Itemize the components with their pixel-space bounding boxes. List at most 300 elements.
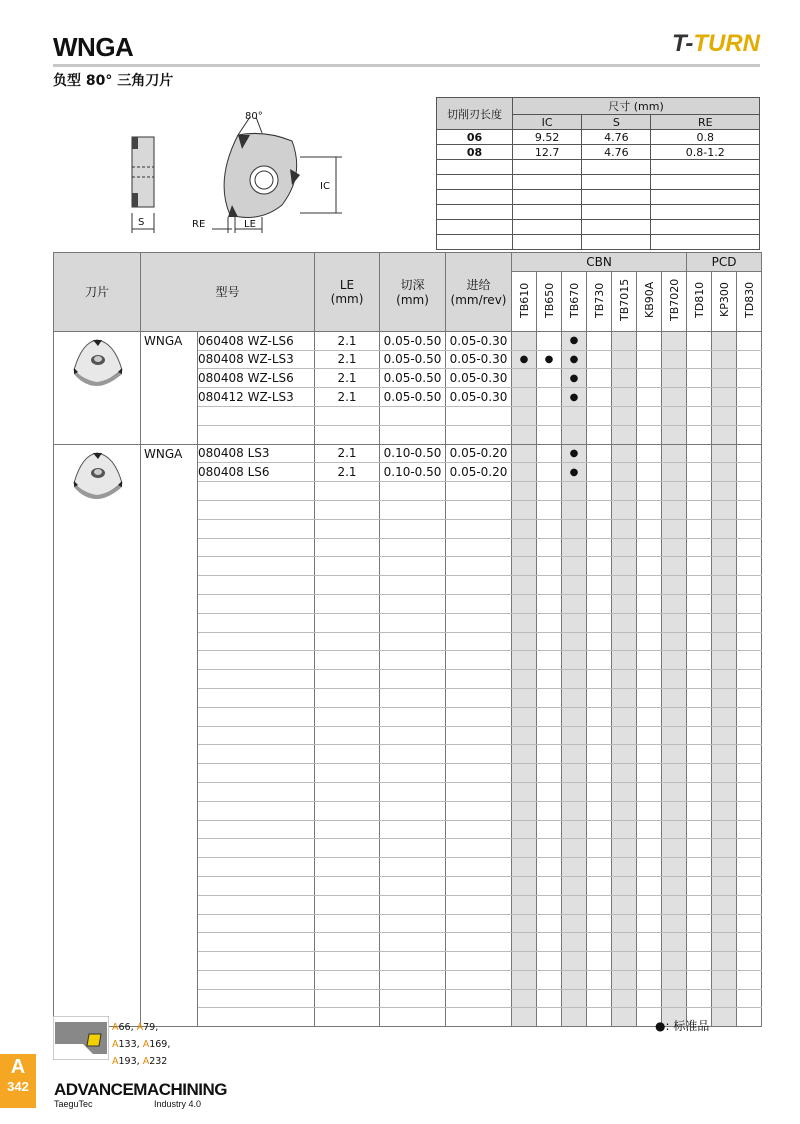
dims-row (437, 130, 760, 145)
svg-text:RE: RE (192, 219, 206, 230)
depth-cell (380, 406, 446, 425)
grade-mark-cell (512, 425, 537, 444)
dims-header-size: 尺寸 (mm) (513, 98, 760, 115)
feed-cell: 0.05-0.30 (446, 388, 512, 407)
grade-mark-cell (712, 688, 737, 707)
grade-label: TB7015 (617, 278, 631, 321)
grade-mark-cell (662, 839, 687, 858)
dims-empty (513, 235, 582, 250)
grade-mark-cell (637, 782, 662, 801)
le-cell (315, 876, 380, 895)
depth-cell (380, 1008, 446, 1027)
depth-cell (380, 914, 446, 933)
grade-mark-cell (562, 989, 587, 1008)
grade-mark-cell (737, 820, 762, 839)
grade-mark-cell (587, 914, 612, 933)
grade-mark-cell (512, 519, 537, 538)
grade-mark-cell (562, 557, 587, 576)
grade-mark-cell (662, 764, 687, 783)
grade-mark-cell (512, 970, 537, 989)
depth-cell (380, 876, 446, 895)
le-cell (315, 557, 380, 576)
grade-mark-cell (737, 632, 762, 651)
grade-mark-cell (587, 1008, 612, 1027)
feed-cell (446, 538, 512, 557)
grade-mark-cell (512, 613, 537, 632)
grade-mark-cell (637, 970, 662, 989)
grade-mark-cell (662, 557, 687, 576)
grade-mark-cell (687, 388, 712, 407)
depth-cell (380, 839, 446, 858)
grade-mark-cell (562, 745, 587, 764)
grade-mark-cell (562, 876, 587, 895)
grade-mark-cell (562, 482, 587, 501)
depth-cell: 0.05-0.50 (380, 350, 446, 369)
grade-mark-cell (512, 764, 537, 783)
grade-label: TD830 (742, 281, 756, 318)
depth-cell: 0.10-0.50 (380, 444, 446, 463)
grade-mark-cell (587, 989, 612, 1008)
depth-cell (380, 933, 446, 952)
grade-mark-cell (662, 331, 687, 350)
grade-header (537, 271, 562, 331)
grade-mark-cell (537, 538, 562, 557)
grade-mark-cell (562, 707, 587, 726)
grade-mark-cell (662, 970, 687, 989)
grade-mark-cell (612, 576, 637, 595)
grade-mark-cell (587, 369, 612, 388)
grade-mark-cell (637, 989, 662, 1008)
model-cell: 080408 LS3 (198, 444, 315, 463)
grade-label: TB650 (542, 282, 556, 318)
grade-mark-cell (587, 331, 612, 350)
dims-cell: 4.76 (582, 145, 651, 160)
grade-mark-cell (712, 707, 737, 726)
grade-mark-cell (712, 350, 737, 369)
grade-mark-cell (612, 914, 637, 933)
grade-mark-cell (512, 1008, 537, 1027)
grade-mark-cell: ● (562, 444, 587, 463)
grade-mark-cell (537, 989, 562, 1008)
grade-mark-cell (512, 369, 537, 388)
grade-mark-cell (687, 482, 712, 501)
feed-cell (446, 989, 512, 1008)
grade-mark-cell (512, 594, 537, 613)
grade-mark-cell (612, 425, 637, 444)
le-cell (315, 1008, 380, 1027)
grade-mark-cell (687, 331, 712, 350)
grade-mark-cell (712, 651, 737, 670)
grade-mark-cell (662, 876, 687, 895)
table-row (54, 444, 762, 463)
grade-mark-cell (712, 425, 737, 444)
grade-mark-cell (687, 369, 712, 388)
grade-mark-cell (562, 726, 587, 745)
depth-cell (380, 782, 446, 801)
feed-cell (446, 820, 512, 839)
grade-mark-cell (737, 331, 762, 350)
depth-cell: 0.05-0.50 (380, 369, 446, 388)
depth-cell (380, 989, 446, 1008)
grade-mark-cell (562, 839, 587, 858)
grade-mark-cell (587, 670, 612, 689)
grade-mark-cell (737, 858, 762, 877)
grade-mark-cell (712, 632, 737, 651)
model-cell (198, 914, 315, 933)
grade-mark-cell (612, 444, 637, 463)
grade-header (712, 271, 737, 331)
depth-cell (380, 670, 446, 689)
grade-mark-cell (587, 500, 612, 519)
grade-mark-cell (637, 764, 662, 783)
grade-mark-cell (587, 952, 612, 971)
feed-cell: 0.05-0.20 (446, 463, 512, 482)
dims-empty (651, 220, 760, 235)
grade-header (587, 271, 612, 331)
le-cell: 2.1 (315, 369, 380, 388)
depth-cell: 0.10-0.50 (380, 463, 446, 482)
grade-mark-cell (537, 500, 562, 519)
grade-mark-cell (637, 952, 662, 971)
feed-cell: 0.05-0.30 (446, 350, 512, 369)
model-cell (198, 594, 315, 613)
depth-cell (380, 952, 446, 971)
depth-cell (380, 500, 446, 519)
grade-mark-cell (712, 726, 737, 745)
grade-mark-cell (562, 651, 587, 670)
grade-mark-cell (587, 820, 612, 839)
grade-mark-cell (637, 933, 662, 952)
grade-mark-cell (512, 876, 537, 895)
depth-cell (380, 425, 446, 444)
grade-mark-cell (612, 707, 637, 726)
grade-mark-cell (562, 425, 587, 444)
grade-mark-cell (537, 594, 562, 613)
grade-mark-cell (662, 632, 687, 651)
grade-mark-cell (712, 952, 737, 971)
grade-mark-cell (712, 1008, 737, 1027)
model-cell (198, 782, 315, 801)
grade-mark-cell (537, 388, 562, 407)
le-cell (315, 500, 380, 519)
dims-empty (437, 175, 513, 190)
grade-mark-cell (737, 952, 762, 971)
grade-mark-cell (512, 933, 537, 952)
grade-mark-cell (737, 350, 762, 369)
grade-mark-cell (712, 745, 737, 764)
grade-mark-cell (737, 388, 762, 407)
grade-mark-cell (512, 557, 537, 576)
header-pcd: PCD (687, 253, 762, 272)
grade-mark-cell (587, 444, 612, 463)
grade-header (737, 271, 762, 331)
grade-mark-cell (562, 576, 587, 595)
grade-mark-cell (712, 557, 737, 576)
grade-mark-cell (537, 895, 562, 914)
grade-mark-cell (662, 688, 687, 707)
page-subtitle: 负型 80° 三角刀片 (53, 73, 174, 89)
grade-mark-cell (612, 482, 637, 501)
grade-mark-cell (687, 839, 712, 858)
feed-cell (446, 557, 512, 576)
depth-cell (380, 820, 446, 839)
grade-mark-cell (737, 1008, 762, 1027)
grade-mark-cell (537, 670, 562, 689)
grade-mark-cell (687, 425, 712, 444)
le-cell (315, 745, 380, 764)
grade-mark-cell (712, 782, 737, 801)
feed-cell (446, 726, 512, 745)
grade-mark-cell: ● (537, 350, 562, 369)
grade-mark-cell (612, 406, 637, 425)
grade-mark-cell (687, 632, 712, 651)
grade-mark-cell (637, 350, 662, 369)
depth-cell: 0.05-0.50 (380, 331, 446, 350)
grade-mark-cell (562, 670, 587, 689)
grade-mark-cell (612, 369, 637, 388)
grade-mark-cell (562, 895, 587, 914)
page-title: WNGA (53, 32, 134, 62)
grade-mark-cell (637, 576, 662, 595)
grade-mark-cell (512, 782, 537, 801)
grade-mark-cell (737, 933, 762, 952)
le-cell (315, 952, 380, 971)
grade-mark-cell (537, 651, 562, 670)
grade-mark-cell (637, 331, 662, 350)
grade-mark-cell (637, 726, 662, 745)
grade-mark-cell (587, 632, 612, 651)
grade-mark-cell (687, 989, 712, 1008)
le-cell (315, 764, 380, 783)
grade-mark-cell (687, 463, 712, 482)
dims-empty (651, 160, 760, 175)
grade-mark-cell (537, 726, 562, 745)
grade-label: TB610 (517, 282, 531, 318)
grade-mark-cell (737, 670, 762, 689)
le-cell (315, 895, 380, 914)
grade-mark-cell (662, 538, 687, 557)
grade-mark-cell (687, 895, 712, 914)
le-cell: 2.1 (315, 331, 380, 350)
model-cell (198, 651, 315, 670)
feed-cell (446, 745, 512, 764)
grade-mark-cell (562, 933, 587, 952)
grade-mark-cell (537, 369, 562, 388)
feed-cell (446, 406, 512, 425)
grade-mark-cell (712, 839, 737, 858)
grade-mark-cell (712, 594, 737, 613)
grade-mark-cell (587, 406, 612, 425)
grade-mark-cell (662, 444, 687, 463)
grade-mark-cell (562, 764, 587, 783)
grade-mark-cell (662, 613, 687, 632)
grade-mark-cell (637, 895, 662, 914)
grade-mark-cell (687, 613, 712, 632)
depth-cell (380, 519, 446, 538)
dims-empty (513, 160, 582, 175)
le-cell (315, 576, 380, 595)
le-cell (315, 782, 380, 801)
depth-cell (380, 557, 446, 576)
grade-mark-cell (637, 519, 662, 538)
grade-mark-cell (637, 388, 662, 407)
le-cell (315, 538, 380, 557)
grade-mark-cell (612, 820, 637, 839)
grade-mark-cell (637, 425, 662, 444)
grade-mark-cell (612, 388, 637, 407)
feed-cell (446, 425, 512, 444)
grade-mark-cell (587, 858, 612, 877)
feed-cell: 0.05-0.20 (446, 444, 512, 463)
svg-text:80°: 80° (245, 111, 263, 122)
dims-empty (651, 205, 760, 220)
le-cell (315, 670, 380, 689)
grade-mark-cell (637, 500, 662, 519)
grade-mark-cell (687, 764, 712, 783)
grade-mark-cell (712, 444, 737, 463)
feed-cell (446, 895, 512, 914)
grade-mark-cell (612, 745, 637, 764)
grade-mark-cell (512, 406, 537, 425)
feed-cell (446, 914, 512, 933)
grade-mark-cell (662, 952, 687, 971)
grade-mark-cell (737, 989, 762, 1008)
grade-mark-cell (687, 858, 712, 877)
le-cell (315, 632, 380, 651)
grade-mark-cell (637, 613, 662, 632)
grade-mark-cell (712, 538, 737, 557)
grade-mark-cell (662, 594, 687, 613)
grade-mark-cell (512, 989, 537, 1008)
le-cell (315, 594, 380, 613)
grade-label: TB7020 (667, 278, 681, 321)
feed-cell: 0.05-0.30 (446, 369, 512, 388)
model-cell (198, 688, 315, 707)
grade-mark-cell (562, 914, 587, 933)
grade-mark-cell (537, 801, 562, 820)
depth-cell: 0.05-0.50 (380, 388, 446, 407)
le-cell (315, 613, 380, 632)
grade-mark-cell (687, 444, 712, 463)
grade-mark-cell (662, 726, 687, 745)
dims-empty (651, 190, 760, 205)
grade-mark-cell (687, 782, 712, 801)
grade-mark-cell (712, 801, 737, 820)
model-cell (198, 425, 315, 444)
grade-mark-cell (587, 425, 612, 444)
feed-cell (446, 482, 512, 501)
grade-mark-cell (537, 952, 562, 971)
grade-mark-cell (562, 1008, 587, 1027)
grade-mark-cell (537, 820, 562, 839)
grade-mark-cell (512, 632, 537, 651)
grade-mark-cell (687, 970, 712, 989)
feed-cell (446, 670, 512, 689)
grade-mark-cell (537, 970, 562, 989)
grade-mark-cell (587, 594, 612, 613)
grade-mark-cell (637, 820, 662, 839)
grade-mark-cell (537, 613, 562, 632)
grade-mark-cell (537, 331, 562, 350)
depth-cell (380, 613, 446, 632)
footer-logo: ADVANCEMACHINING TaeguTec Industry 4.0 (54, 1080, 228, 1109)
grade-mark-cell (612, 1008, 637, 1027)
grade-header (512, 271, 537, 331)
grade-mark-cell (587, 801, 612, 820)
grade-mark-cell (587, 876, 612, 895)
grade-mark-cell (587, 688, 612, 707)
le-cell (315, 820, 380, 839)
grade-mark-cell (737, 576, 762, 595)
grade-mark-cell (737, 425, 762, 444)
dims-empty (437, 205, 513, 220)
grade-mark-cell (662, 782, 687, 801)
grade-mark-cell (562, 858, 587, 877)
product-table (53, 252, 762, 1027)
le-cell (315, 801, 380, 820)
feed-cell (446, 576, 512, 595)
grade-mark-cell: ● (562, 369, 587, 388)
grade-mark-cell (562, 782, 587, 801)
grade-mark-cell (637, 801, 662, 820)
grade-mark-cell (537, 914, 562, 933)
dims-empty (513, 175, 582, 190)
depth-cell (380, 707, 446, 726)
grade-mark-cell (712, 369, 737, 388)
grade-mark-cell (612, 970, 637, 989)
grade-mark-cell (512, 576, 537, 595)
grade-mark-cell (637, 858, 662, 877)
reference-pages: A66, A79, A133, A169, A193, A232 (112, 1022, 171, 1067)
grade-mark-cell (637, 745, 662, 764)
grade-mark-cell (637, 406, 662, 425)
dims-empty (582, 160, 651, 175)
grade-mark-cell (712, 914, 737, 933)
grade-mark-cell (512, 482, 537, 501)
grade-mark-cell (637, 707, 662, 726)
grade-header (662, 271, 687, 331)
grade-mark-cell (587, 895, 612, 914)
grade-label: TD810 (692, 281, 706, 318)
header-feed: 进给 (mm/rev) (446, 253, 512, 332)
grade-mark-cell (512, 538, 537, 557)
grade-mark-cell (662, 576, 687, 595)
grade-mark-cell (562, 519, 587, 538)
grade-mark-cell (537, 576, 562, 595)
model-cell (198, 613, 315, 632)
grade-mark-cell (662, 350, 687, 369)
grade-label: TB670 (567, 282, 581, 318)
grade-mark-cell (562, 632, 587, 651)
grade-label: TB730 (592, 282, 606, 318)
grade-mark-cell (687, 557, 712, 576)
feed-cell (446, 764, 512, 783)
grade-mark-cell (587, 576, 612, 595)
dims-empty (582, 190, 651, 205)
grade-mark-cell (712, 388, 737, 407)
le-cell: 2.1 (315, 444, 380, 463)
grade-mark-cell (712, 820, 737, 839)
grade-mark-cell (587, 933, 612, 952)
grade-mark-cell (562, 688, 587, 707)
grade-mark-cell (612, 651, 637, 670)
dims-empty (437, 160, 513, 175)
grade-mark-cell (612, 557, 637, 576)
grade-mark-cell (537, 632, 562, 651)
grade-mark-cell (612, 688, 637, 707)
dims-cell: 12.7 (513, 145, 582, 160)
model-cell (198, 858, 315, 877)
